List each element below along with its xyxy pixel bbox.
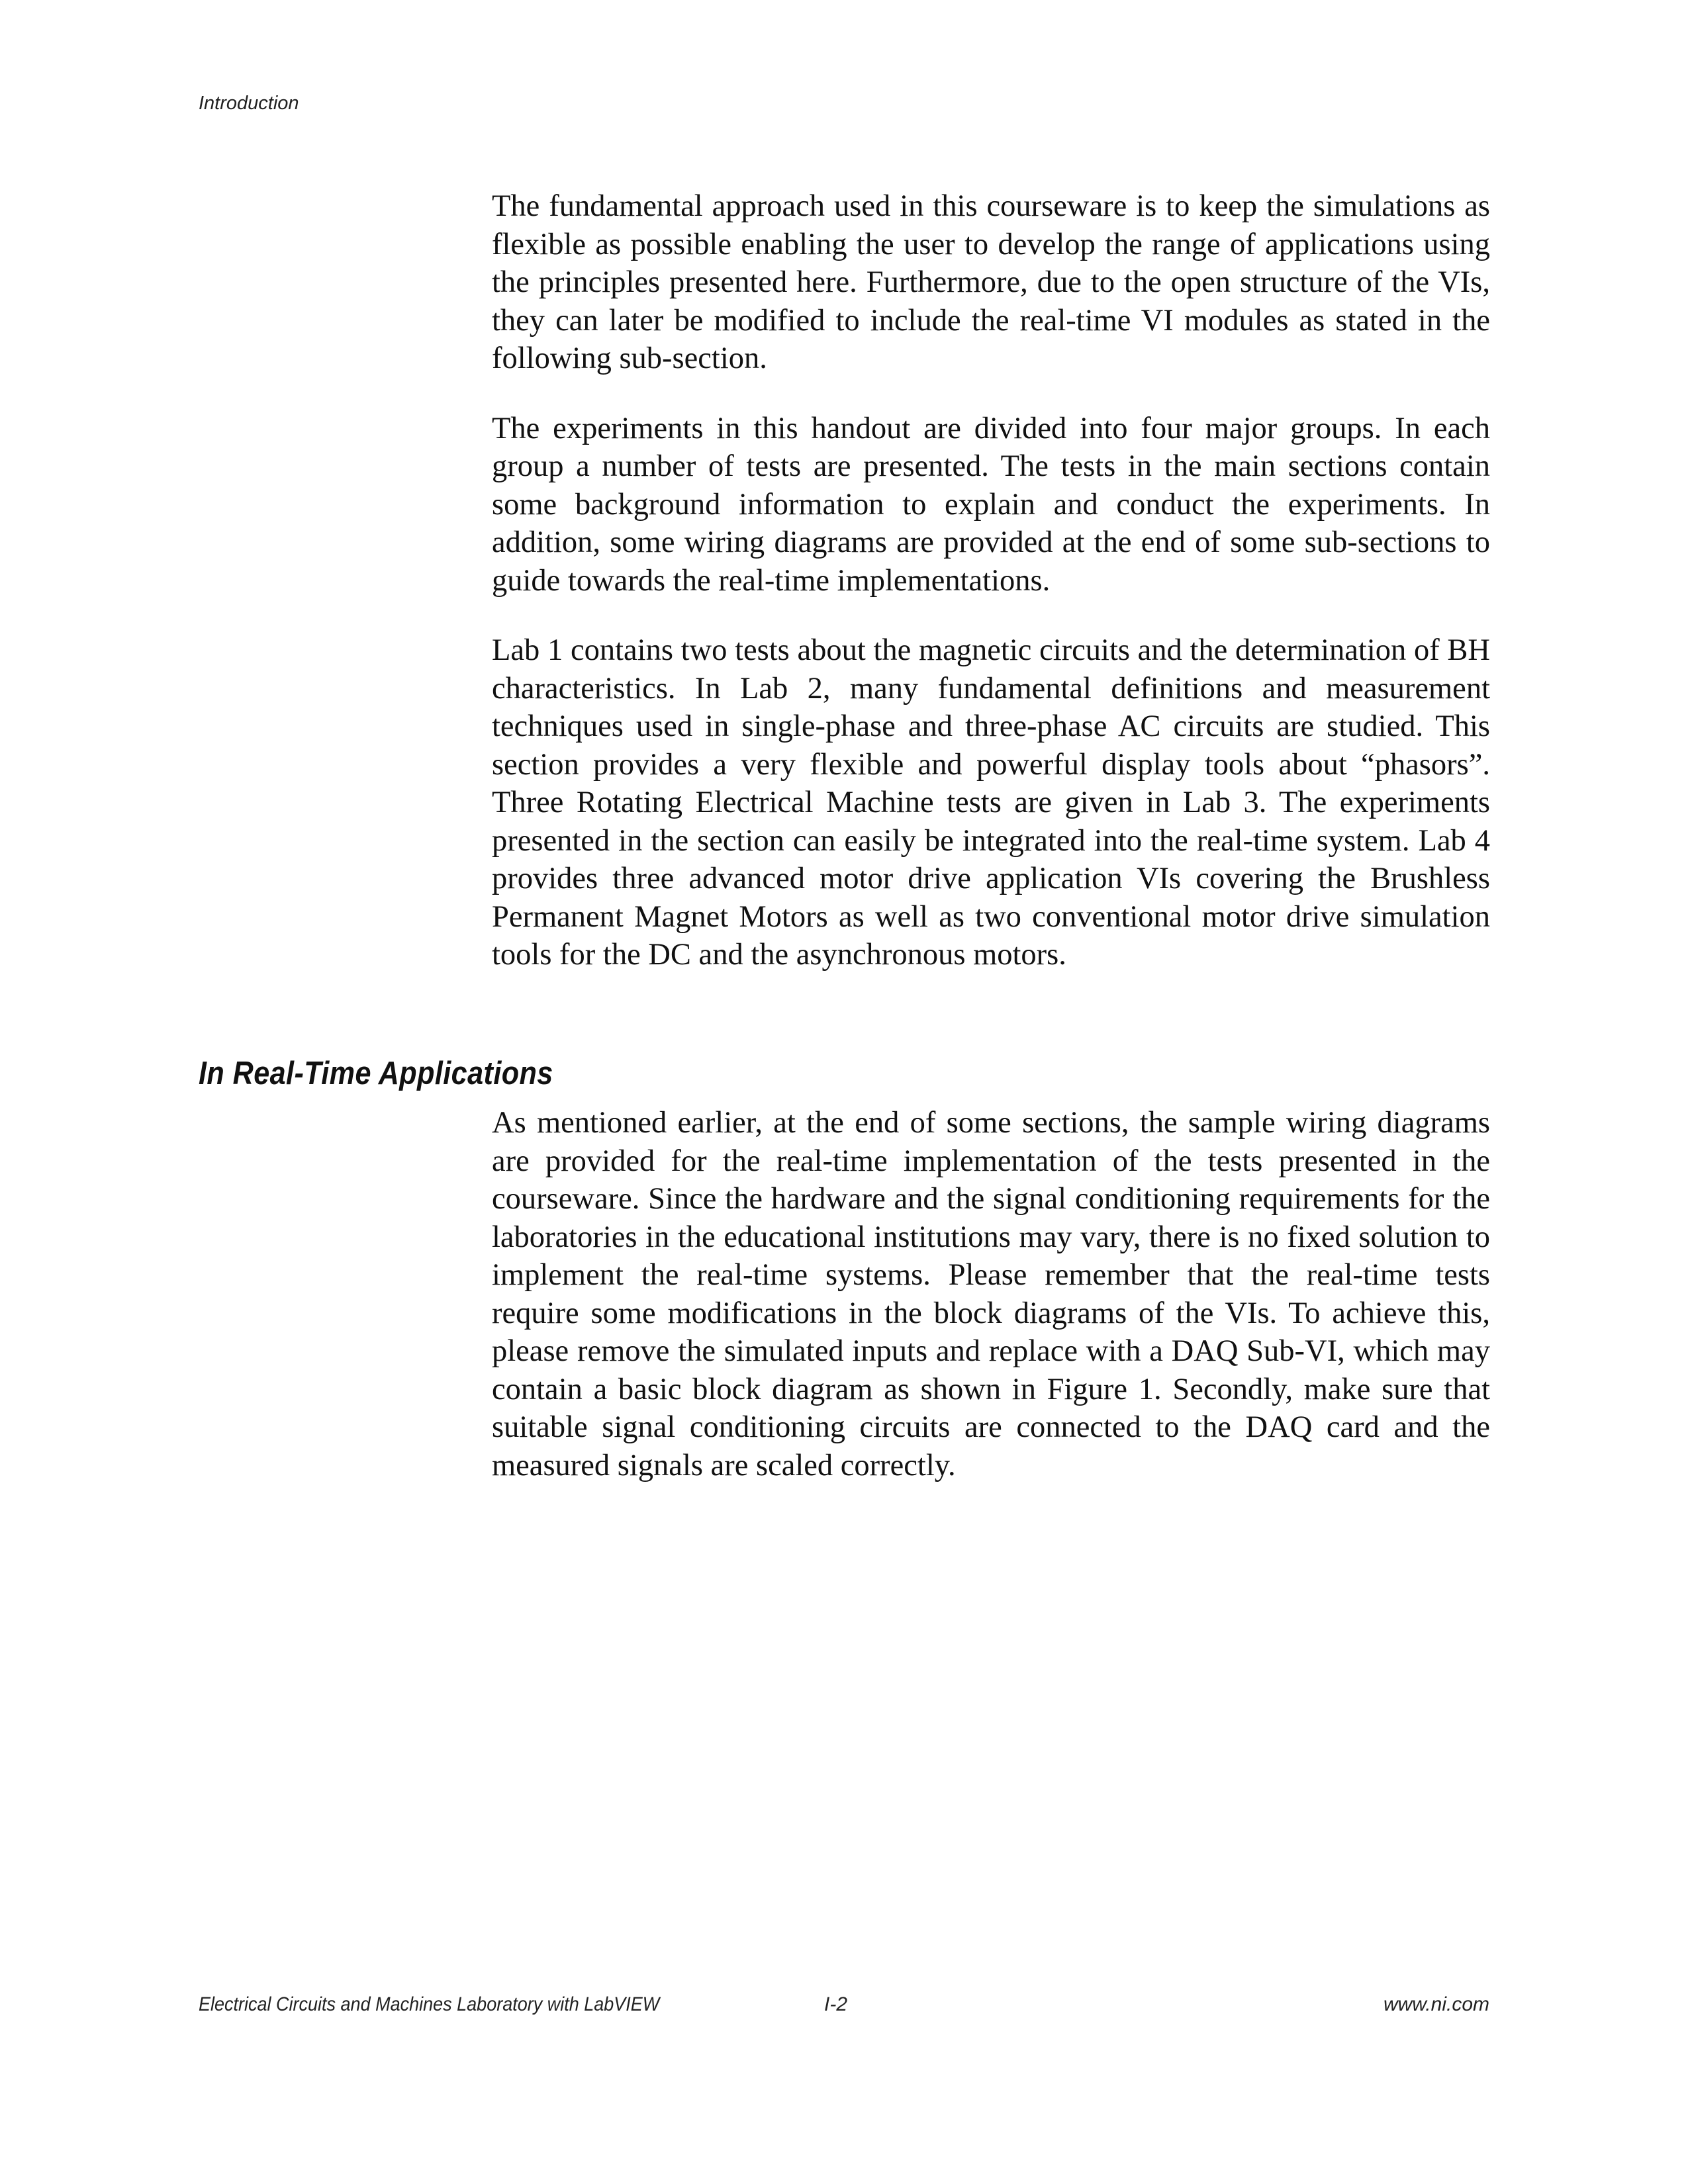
section-heading: In Real-Time Applications	[199, 1056, 553, 1091]
intro-text-column	[492, 187, 1490, 1006]
intro-paragraph-1: The fundamental approach used in this courseware is to keep the simulations as flexible as possible enabling the user to develop the range of applications using the principles presented here. Furthermore, due to the open structure of the VIs, they can later be modified to include the real-time VI modules as stated in the following sub-section.	[492, 189, 1490, 375]
section-text-column	[492, 1104, 1490, 1516]
footer-url: www.ni.com	[1383, 1993, 1489, 2015]
intro-paragraph-2: The experiments in this handout are divided into four major groups. In each group a number of tests are presented. The tests in the main sections contain some background information to explain and conduct the experiments. In addition, some wiring diagrams are provided at the end of some sub-sections to guide towards the real-time implementations.	[492, 411, 1490, 598]
footer-page-number: I-2	[824, 1993, 848, 2015]
intro-paragraph-3: Lab 1 contains two tests about the magnetic circuits and the determination of BH characteristics. In Lab 2, many fundamental definitions and measurement techniques used in single-phase and three-phase AC circuits are studied. This section provides a very flexible and powerful display tools about “phasors”. Three Rotating Electrical Machine tests are given in Lab 3. The experiments presented in the section can easily be integrated into the real-time system. Lab 4 provides three advanced motor drive application VIs covering the Brushless Permanent Magnet Motors as well as two conventional motor drive simulation tools for the DC and the asynchronous motors.	[492, 633, 1490, 972]
section-paragraph: As mentioned earlier, at the end of some sections, the sample wiring diagrams are provided for the real-time implementation of the tests presented in the courseware. Since the hardware and the signal conditioning requirements for the laboratories in the educational institutions may vary, there is no fixed solution to implement the real-time systems. Please remember that the real-time tests require some modifications in the block diagrams of the VIs. To achieve this, please remove the simulated inputs and replace with a DAQ Sub-VI, which may contain a basic block diagram as shown in Figure 1. Secondly, make sure that suitable signal conditioning circuits are connected to the DAQ card and the measured signals are scaled correctly.	[492, 1106, 1490, 1482]
running-head: Introduction	[199, 93, 299, 114]
footer-book-title: Electrical Circuits and Machines Laboratory with LabVIEW	[199, 1993, 660, 2015]
